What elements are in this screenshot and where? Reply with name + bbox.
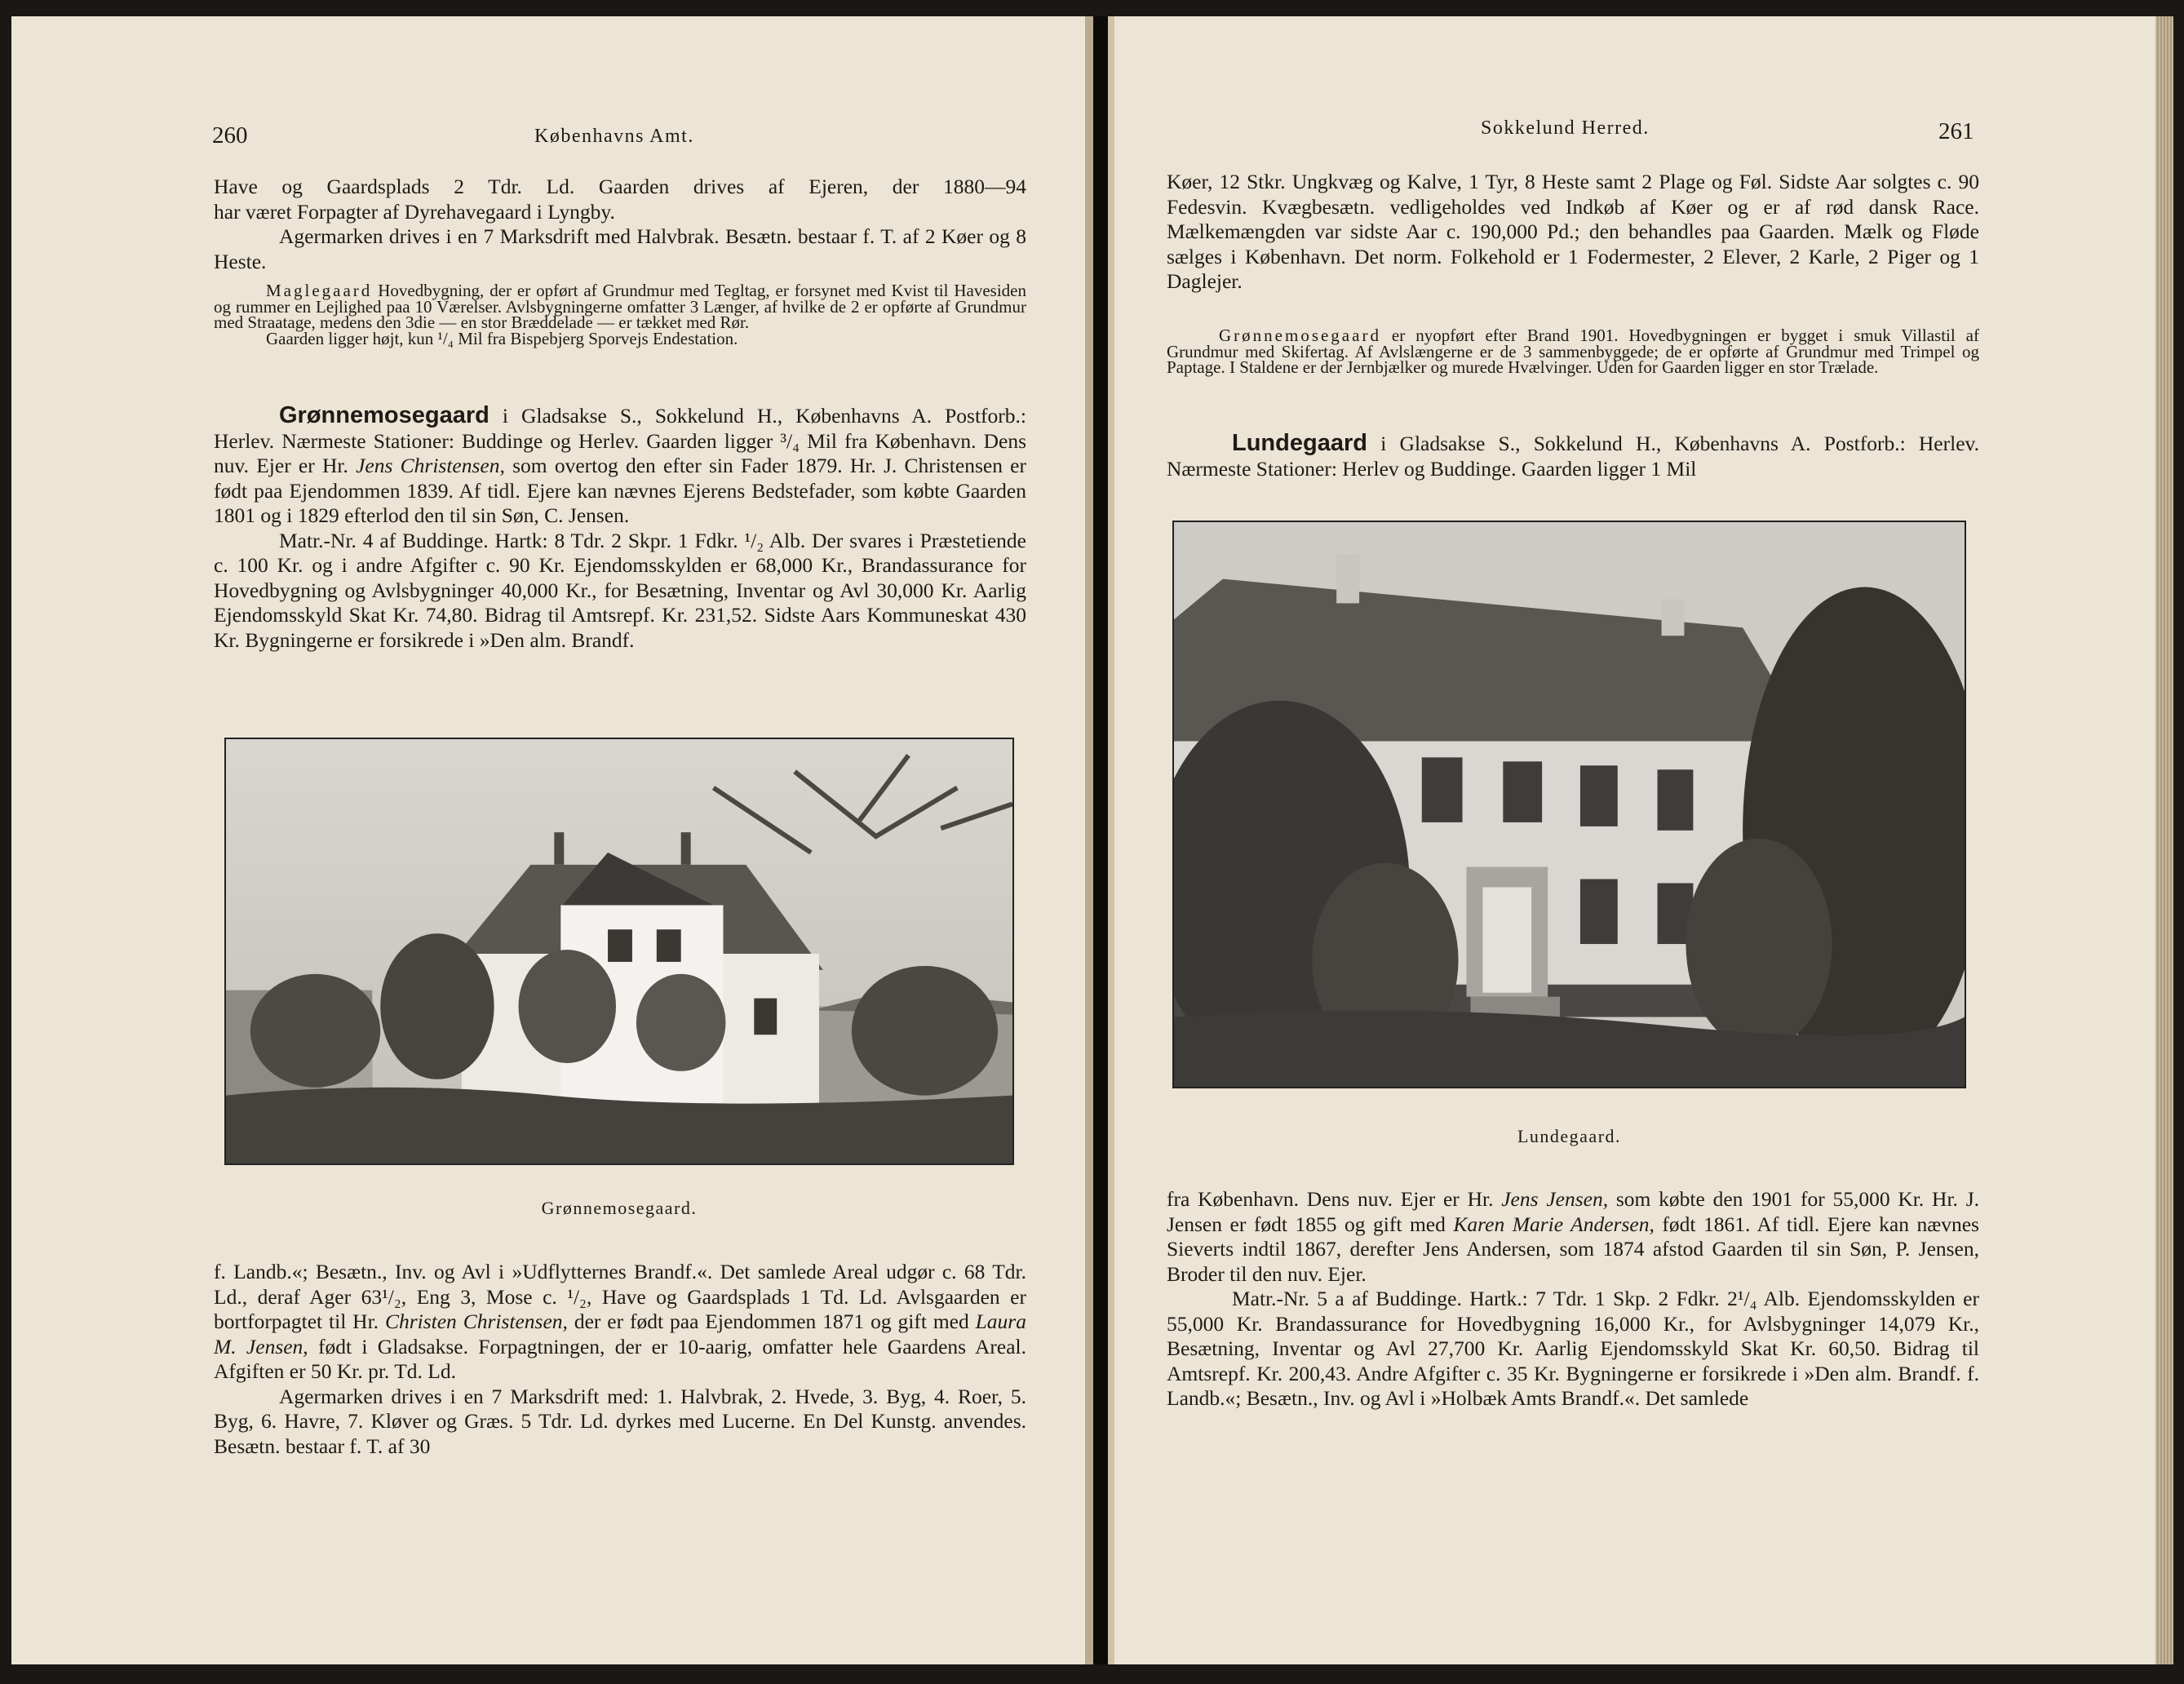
intro-line-1: Have og Gaardsplads 2 Tdr. Ld. Gaarden drives af Ejeren, der 1880—94 <box>214 175 1026 198</box>
intro-line-2: har været Forpagter af Dyrehavegaard i Lyngby. <box>214 199 615 224</box>
lunde-owner-name: Jens Jensen, <box>1501 1187 1609 1211</box>
livestock-paragraph: Køer, 12 Stkr. Ungkvæg og Kalve, 1 Tyr, 8 Heste samt 2 Plage og Føl. Sidste Aar solgtes c. 90 Fedesvin. Kvægbesætn. vedligeholdes ved Indkøb af Køer og er af rød dansk Race. Mælkemængden var sidste Aar c. 190,000 Pd.; den behandles paa Gaarden. Mælk og Fløde sælges i København. Det norm. Folkehold er 1 Fodermester, 2 Elever, 2 Karle, 2 Piger og 1 Daglejer. <box>1167 170 1979 293</box>
caption-lundegaard: Lundegaard. <box>1517 1126 1622 1146</box>
crop-rotation-paragraph: Agermarken drives i en 7 Marksdrift med: 1. Halvbrak, 2. Hvede, 3. Byg, 4. Roer, 5. Byg, 6. Havre, 7. Kløver og Græs. 5 Tdr. Ld. dyrkes med Lucerne. En Del Kunstg. anvendes. Besætn. bestaar f. T. af 30 <box>214 1384 1026 1458</box>
photo-gronnemosegaard <box>224 738 1014 1165</box>
note-text: Hovedbygning, der er opført af Grundmur med Tegltag, er forsynet med Kvist til Havesiden og rummer en Lejlighed paa 10 Værelser. Avlsbygningerne omfatter 3 Længer, af hvilke de 2 er opførte af Grundmur med Straatage, medens den 3die — en stor Bræddelade — er tækket med Rør. <box>214 281 1026 332</box>
entry-text-a: i Gladsakse S., Sokkelund H., Københavns A. Postforb.: Herlev. Nærmeste Stationer: Buddinge og Herlev. Gaarden ligger ³/₄ Mil fra København. Dens nuv. Ejer er Hr. <box>214 404 1026 477</box>
note-name-right: Grønnemosegaard <box>1219 326 1381 345</box>
cont-text-c: født i Gladsakse. Forpagtningen, der er 10-aarig, omfatter hele Gaardens Areal. Afgiften er 50 Kr. pr. Td. Ld. <box>214 1334 1026 1383</box>
page-number-right: 261 <box>1938 118 1974 144</box>
tenant-wife-name: Laura M. Jensen, <box>214 1310 1026 1358</box>
caption-gronnemosegaard: Grønnemosegaard. <box>541 1198 698 1218</box>
lunde-text-b: som købte den 1901 for 55,000 Kr. Hr. J. Jensen er født 1855 og gift med <box>1167 1187 1979 1236</box>
note-text-right: er nyopført efter Brand 1901. Hovedbygningen er bygget i smuk Villastil af Grundmur med Skifertag. Af Avlslængerne er de 3 sammenbyggede; de er opførte af Grundmur med Trimpel og Paptage. I Staldene er der Jernbjælker og murede Hvælvinger. Uden for Gaarden ligger en stor Trælade. <box>1167 326 1979 377</box>
gronnemosegaard-continuation <box>214 1260 1026 1459</box>
page-number-left: 260 <box>212 122 248 148</box>
running-head-right: Sokkelund Herred. <box>1481 117 1650 139</box>
tenant-name: Christen Christensen, <box>384 1310 568 1333</box>
page-edges <box>2155 16 2173 1664</box>
lunde-wife-name: Karen Marie Andersen, <box>1453 1212 1655 1236</box>
cont-text-b: der er født paa Ejendommen 1871 og gift med <box>567 1310 976 1333</box>
lundegaard-continuation <box>1167 1187 1979 1411</box>
lunde-text-c: født 1861. Af tidl. Ejere kan nævnes Sieverts indtil 1867, derefter Jens Andersen, som 1874 afstod Gaarden til sin Søn, P. Jensen, Broder til den nuv. Ejer. <box>1167 1212 1979 1286</box>
lundegaard-entry <box>1167 431 1979 481</box>
photo-lundegaard <box>1172 521 1966 1088</box>
cont-text-a: f. Landb.«; Besætn., Inv. og Avl i »Udflytternes Brandf.«. Det samlede Areal udgør c. 68 Tdr. Ld., deraf Ager 63¹/₂, Eng 3, Mose c. ¹/₂, Have og Gaardsplads 1 Td. Ld. Avlsgaarden er bortforpagtet til Hr. <box>214 1260 1026 1333</box>
book-gutter <box>1093 16 1108 1664</box>
note-text-2: Gaarden ligger højt, kun ¹/₄ Mil fra Bispebjerg Sporvejs Endestation. <box>266 328 738 348</box>
gronnemosegaard-entry <box>214 403 1026 653</box>
lunde-matr-paragraph: Matr.-Nr. 5 a af Buddinge. Hartk.: 7 Tdr. 1 Skp. 2 Fdkr. 2¹/₄ Alb. Ejendomsskylden er 55,000 Kr. Brandassurance for Hovedbygning 16,000 Kr., for Avlsbygninger 14,079 Kr., Besætning, Inventar og Avl 27,700 Kr. Aarlig Ejendomsskyld Skat Kr. 60,50. Bidrag til Amtsrepf. Kr. 200,43. Andre Afgifter c. 35 Kr. Bygningerne er forsikrede i »Den alm. Brandf. f. Landb.«; Besætn., Inv. og Avl i »Holbæk Amts Brandf.«. Det samlede <box>1167 1287 1979 1410</box>
note-name: Maglegaard <box>266 281 373 300</box>
intro-text-right <box>1167 170 1979 295</box>
entry-title-gronnemosegaard: Grønnemosegaard <box>279 402 490 428</box>
entry-paragraph-2: Matr.-Nr. 4 af Buddinge. Hartk: 8 Tdr. 2 Skpr. 1 Fdkr. ¹/₂ Alb. Der svares i Præstetiende c. 100 Kr. og i andre Afgifter c. 90 Kr. Ejendomsskylden er 68,000 Kr., Brandassurance for Hovedbygning og Avlsbygninger 40,000 Kr., for Besætning, Inventar og Avl 30,000 Kr. Aarlig Ejendomsskyld Skat Kr. 74,80. Bidrag til Amtsrepf. Kr. 231,52. Sidste Aars Kommuneskat 430 Kr. Bygningerne er forsikrede i »Den alm. Brandf. <box>214 528 1026 652</box>
lundegaard-entry-text: i Gladsakse S., Sokkelund H., Københavns A. Postforb.: Herlev. Nærmeste Stationer: Herlev og Buddinge. Gaarden ligger 1 Mil <box>1167 432 1979 481</box>
entry-text-b: som overtog den efter sin Fader 1879. Hr. J. Christensen er født paa Ejendommen 1839. Af tidl. Ejere kan nævnes Ejerens Bedstefader, som købte Gaarden 1801 og i 1829 efterlod den til sin Søn, C. Jensen. <box>214 454 1026 527</box>
maglegaard-note <box>214 283 1026 347</box>
entry-owner-name: Jens Christensen, <box>356 454 505 477</box>
running-head-left: Københavns Amt. <box>534 126 694 147</box>
gronnemosegaard-note <box>1167 328 1979 376</box>
intro-text-left <box>214 175 1026 274</box>
intro-paragraph-2: Agermarken drives i en 7 Marksdrift med Halvbrak. Besætn. bestaar f. T. af 2 Køer og 8 Heste. <box>214 224 1026 273</box>
entry-title-lundegaard: Lundegaard <box>1232 430 1367 456</box>
lunde-text-a: fra København. Dens nuv. Ejer er Hr. <box>1167 1187 1502 1211</box>
